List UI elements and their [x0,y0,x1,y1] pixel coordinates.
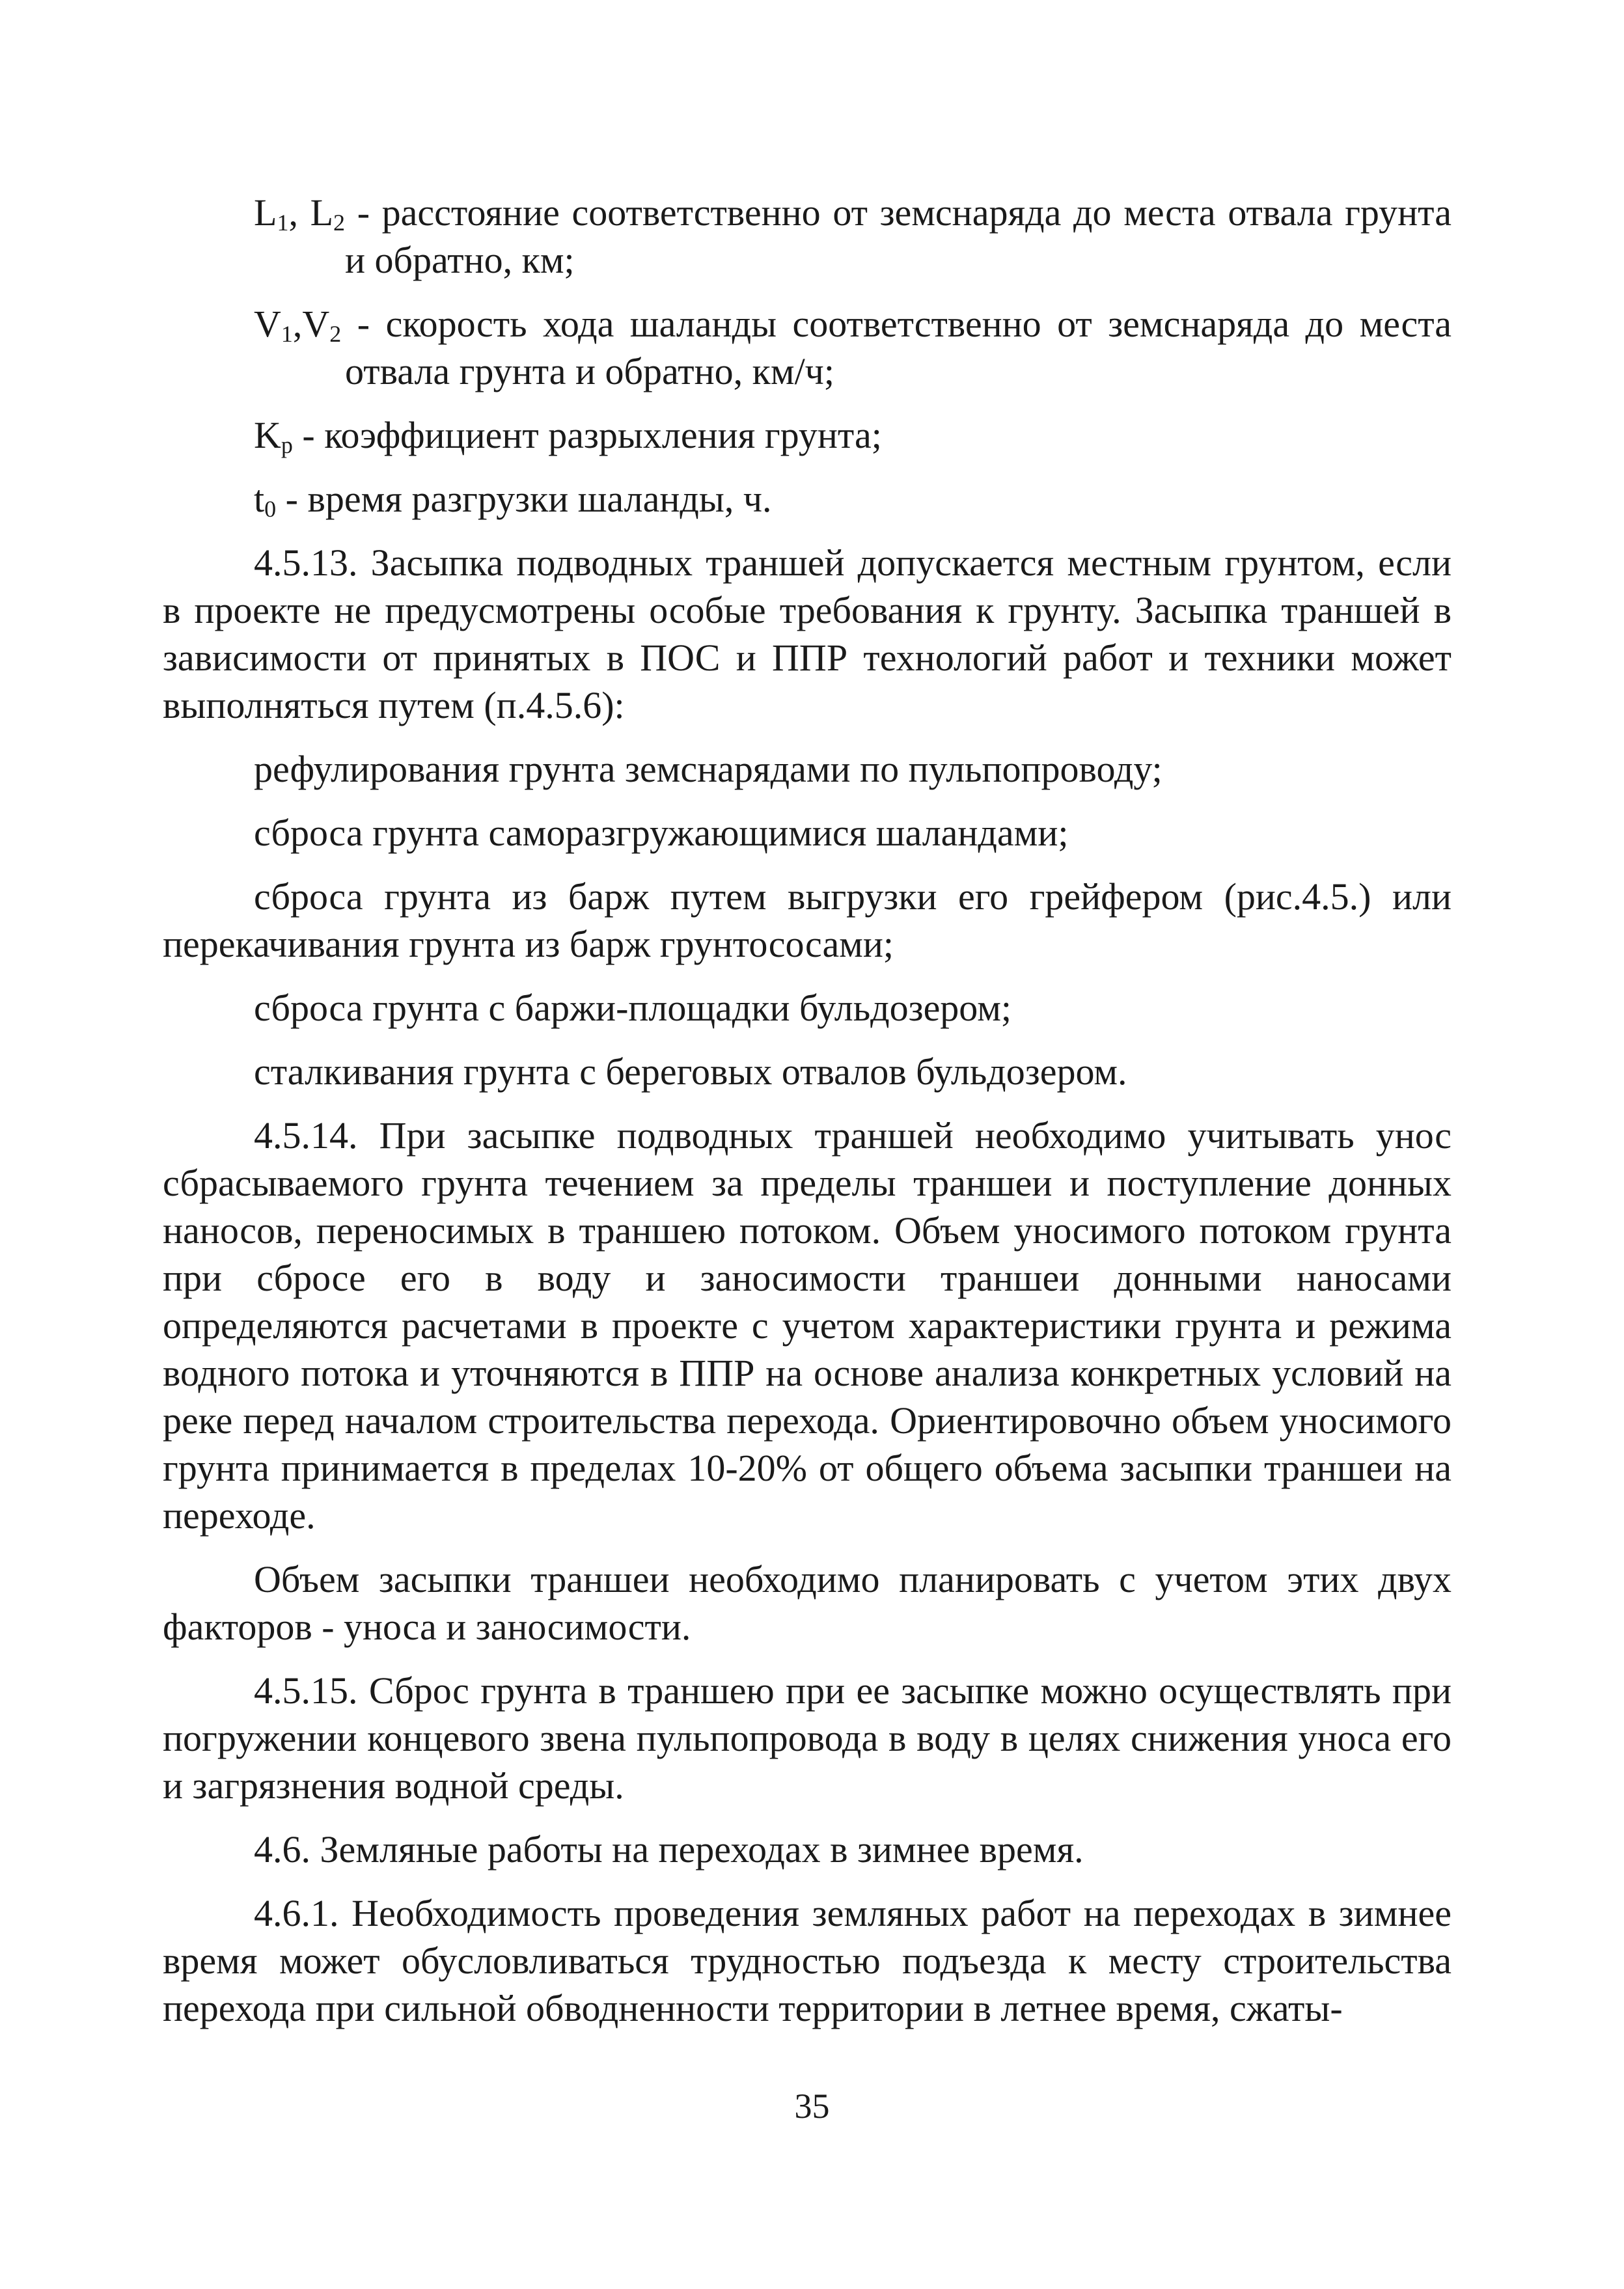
paragraph-4-5-15: 4.5.15. Сброс грунта в траншею при ее засыпке можно осуществлять при погружении концевого звена пульпопровода в воду в целях снижения уноса его и загрязнения водной среды. [163,1669,1452,1807]
paragraph-volume: Объем засыпки траншеи необходимо планировать с учетом этих двух факторов - уноса и заносимости. [163,1558,1452,1648]
document-page [163,189,1452,2032]
paragraph-4-5-14: 4.5.14. При засыпке подводных траншей необходимо учитывать унос сбрасываемого грунта течением за пределы траншеи и поступление донных наносов, переносимых в траншею потоком. Объем уносимого потоком грунта при сбросе его в воду и заносимости траншеи донными наносами определяются расчетами в проекте с учетом характеристики грунта и режима водного потока и уточняются в ППР на основе анализа конкретных условий на реке перед началом строительства перехода. Ориентировочно объем уносимого грунта принимается в пределах 10-20% от общего объема засыпки траншеи на переходе. [163,1114,1452,1537]
symbol-t: $t_0$ [254,478,277,522]
paragraph-4-6-1: 4.6.1. Необходимость проведения земляных работ на переходах в зимнее время может обусловливаться трудностью подъезда к месту строительства перехода при сильной обводненности территории в летнее время, сжаты- [163,1892,1452,2029]
list-item: сброса грунта из барж путем выгрузки его грейфером (рис.4.5.) или перекачивания грунта из барж грунтососами; [163,875,1452,965]
list-item: рефулирования грунта земснарядами по пульпопроводу; [254,748,1163,790]
definition-l: $L_1$, $L_2$ - расстояние соответственно от земснаряда до места отвала грунта и обратно, км; [254,191,1452,281]
list-item: сталкивания грунта с береговых отвалов бульдозером. [254,1050,1127,1093]
definition-t: $t_0$ - время разгрузки шаланды, ч. [254,478,772,522]
list-item: сброса грунта саморазгружающимися шаландами; [254,812,1069,854]
definition-k: $K_р$ - коэффициент разрыхления грунта; [254,414,882,458]
symbol-v: $V_1,V_2$ [254,303,342,347]
section-heading-4-6: 4.6. Земляные работы на переходах в зимнее время. [254,1828,1084,1871]
page-number: 35 [794,2087,830,2126]
list-item: сброса грунта с баржи-площадки бульдозером; [254,987,1012,1029]
definition-v: $V_1,V_2$ - скорость хода шаланды соответственно от земснаряда до места отвала грунта и обратно, км/ч; [254,303,1452,392]
symbol-k: $K_р$ [254,414,293,458]
symbol-l: $L_1$, $L_2$ [254,191,346,236]
paragraph-4-5-13: 4.5.13. Засыпка подводных траншей допускается местным грунтом, если в проекте не предусмотрены особые требования к грунту. Засыпка траншей в зависимости от принятых в ПОС и ППР технологий работ и техники может выполняться путем (п.4.5.6): [163,541,1452,726]
